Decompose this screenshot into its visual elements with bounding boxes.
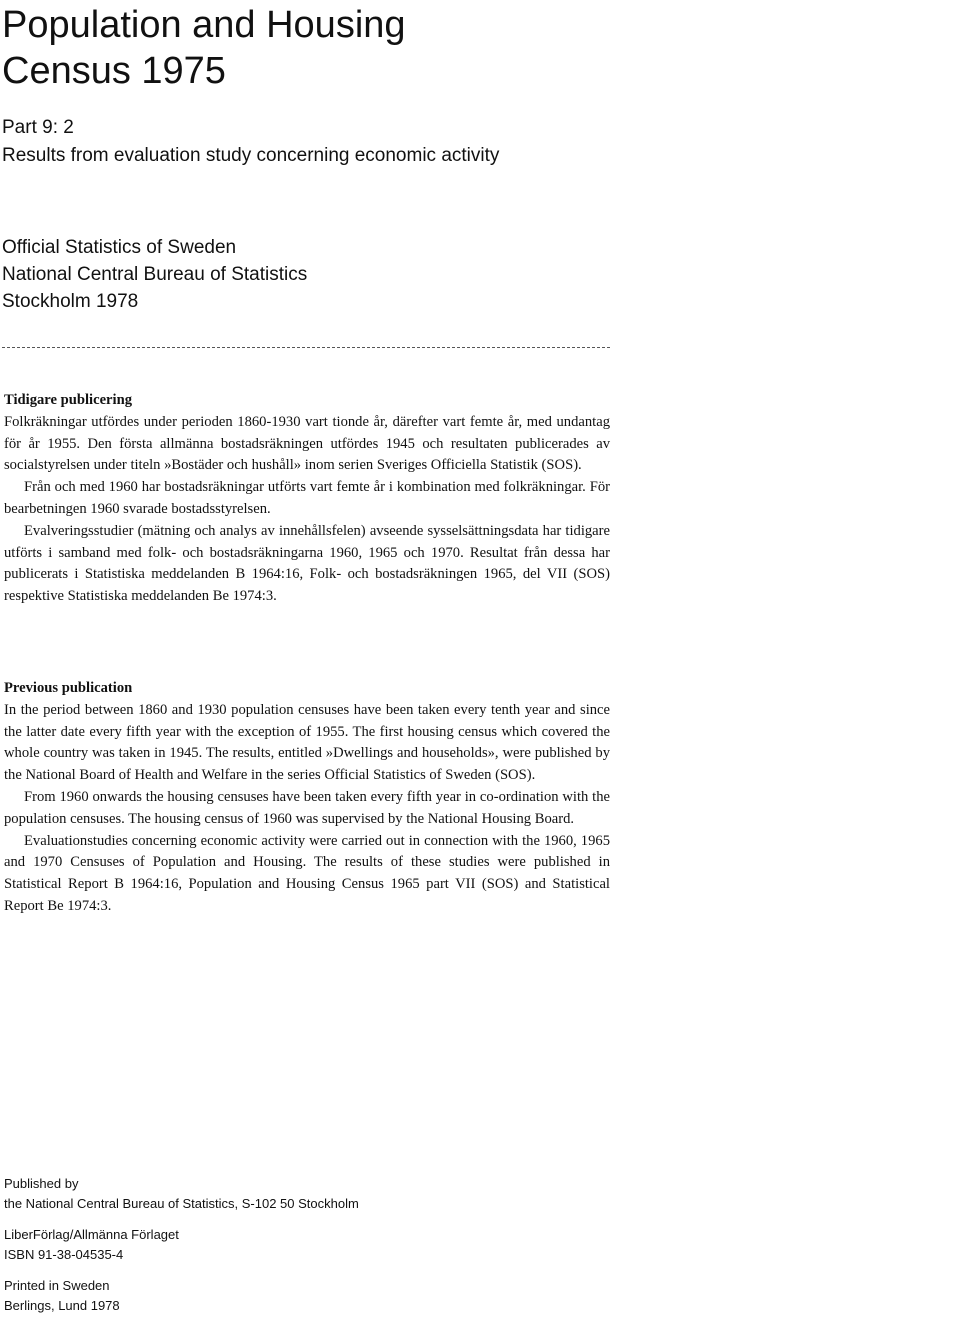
printer-group	[4, 1276, 359, 1315]
published-by-group	[4, 1174, 359, 1213]
colophon	[4, 1174, 359, 1327]
swedish-paragraph: Från och med 1960 har bostadsräkningar utförts vart femte år i kombination med folkräkningar. För bearbetningen 1960 svarade bostadsstyrelsen.	[4, 479, 610, 517]
issuer-block	[2, 234, 307, 315]
english-section-heading: Previous publication	[4, 680, 133, 696]
swedish-previous-publication-section	[4, 390, 610, 608]
issuer-bureau: National Central Bureau of Statistics	[2, 264, 308, 285]
english-paragraph: In the period between 1860 and 1930 population censuses have been taken every tenth year and since the latter date every fifth year with the exception of 1955. The first housing census which covered the whole country was taken in 1945. The results, entitled »Dwellings and households», were published by the National Board of Health and Welfare in the series Official Statistics of Sweden (SOS).	[4, 701, 610, 784]
swedish-section-heading: Tidigare publicering	[4, 392, 132, 408]
swedish-paragraph: Evalveringsstudier (mätning och analys av innehållsfelen) avseende sysselsättningsdata har tidigare utförts i samband med folk- och bostadsräkningarna 1960, 1965 och 1970. Resultat från dessa har publicerats i Statistiska meddelanden B 1964:16, Folk- och bostadsräkningen 1965, del VII (SOS) respektive Statistiska meddelanden Be 1974:3.	[4, 522, 610, 605]
english-paragraph: Evaluationstudies concerning economic activity were carried out in connection with the 1960, 1965 and 1970 Censuses of Population and Housing. The results of these studies were published in Statistical Report B 1964:16, Population and Housing Census 1965 part VII (SOS) and Statistical Report Be 1974:3.	[4, 832, 610, 914]
swedish-paragraph: Folkräkningar utfördes under perioden 1860-1930 vart tionde år, därefter vart femte år, med undantag för år 1955. Den första allmänna bostadsräkningen utfördes 1945 och resultaten publicerades av socialstyrelsen under titeln »Bostäder och hushåll» inom serien Sveriges Officiella Statistik (SOS).	[4, 413, 610, 474]
printed-in: Printed in Sweden	[4, 1278, 110, 1293]
english-previous-publication-section	[4, 678, 610, 918]
publisher-group	[4, 1225, 359, 1264]
published-by-value: the National Central Bureau of Statistics, S-102 50 Stockholm	[4, 1195, 359, 1211]
page-title	[2, 2, 406, 94]
part-number: Part 9: 2	[2, 117, 74, 138]
part-block	[2, 114, 499, 170]
isbn: ISBN 91-38-04535-4	[4, 1246, 124, 1262]
section-divider	[2, 347, 610, 348]
title-line-2: Census 1975	[2, 50, 226, 92]
printer: Berlings, Lund 1978	[4, 1297, 120, 1313]
issuer-series: Official Statistics of Sweden	[2, 237, 237, 258]
title-line-1: Population and Housing	[2, 4, 406, 46]
part-subtitle: Results from evaluation study concerning economic activity	[2, 145, 500, 166]
issuer-place-year: Stockholm 1978	[2, 291, 139, 312]
published-by-label: Published by	[4, 1176, 79, 1191]
english-paragraph: From 1960 onwards the housing censuses have been taken every fifth year in co-ordination with the population censuses. The housing census of 1960 was supervised by the National Housing Board.	[4, 788, 610, 827]
publisher-name: LiberFörlag/Allmänna Förlaget	[4, 1227, 179, 1242]
